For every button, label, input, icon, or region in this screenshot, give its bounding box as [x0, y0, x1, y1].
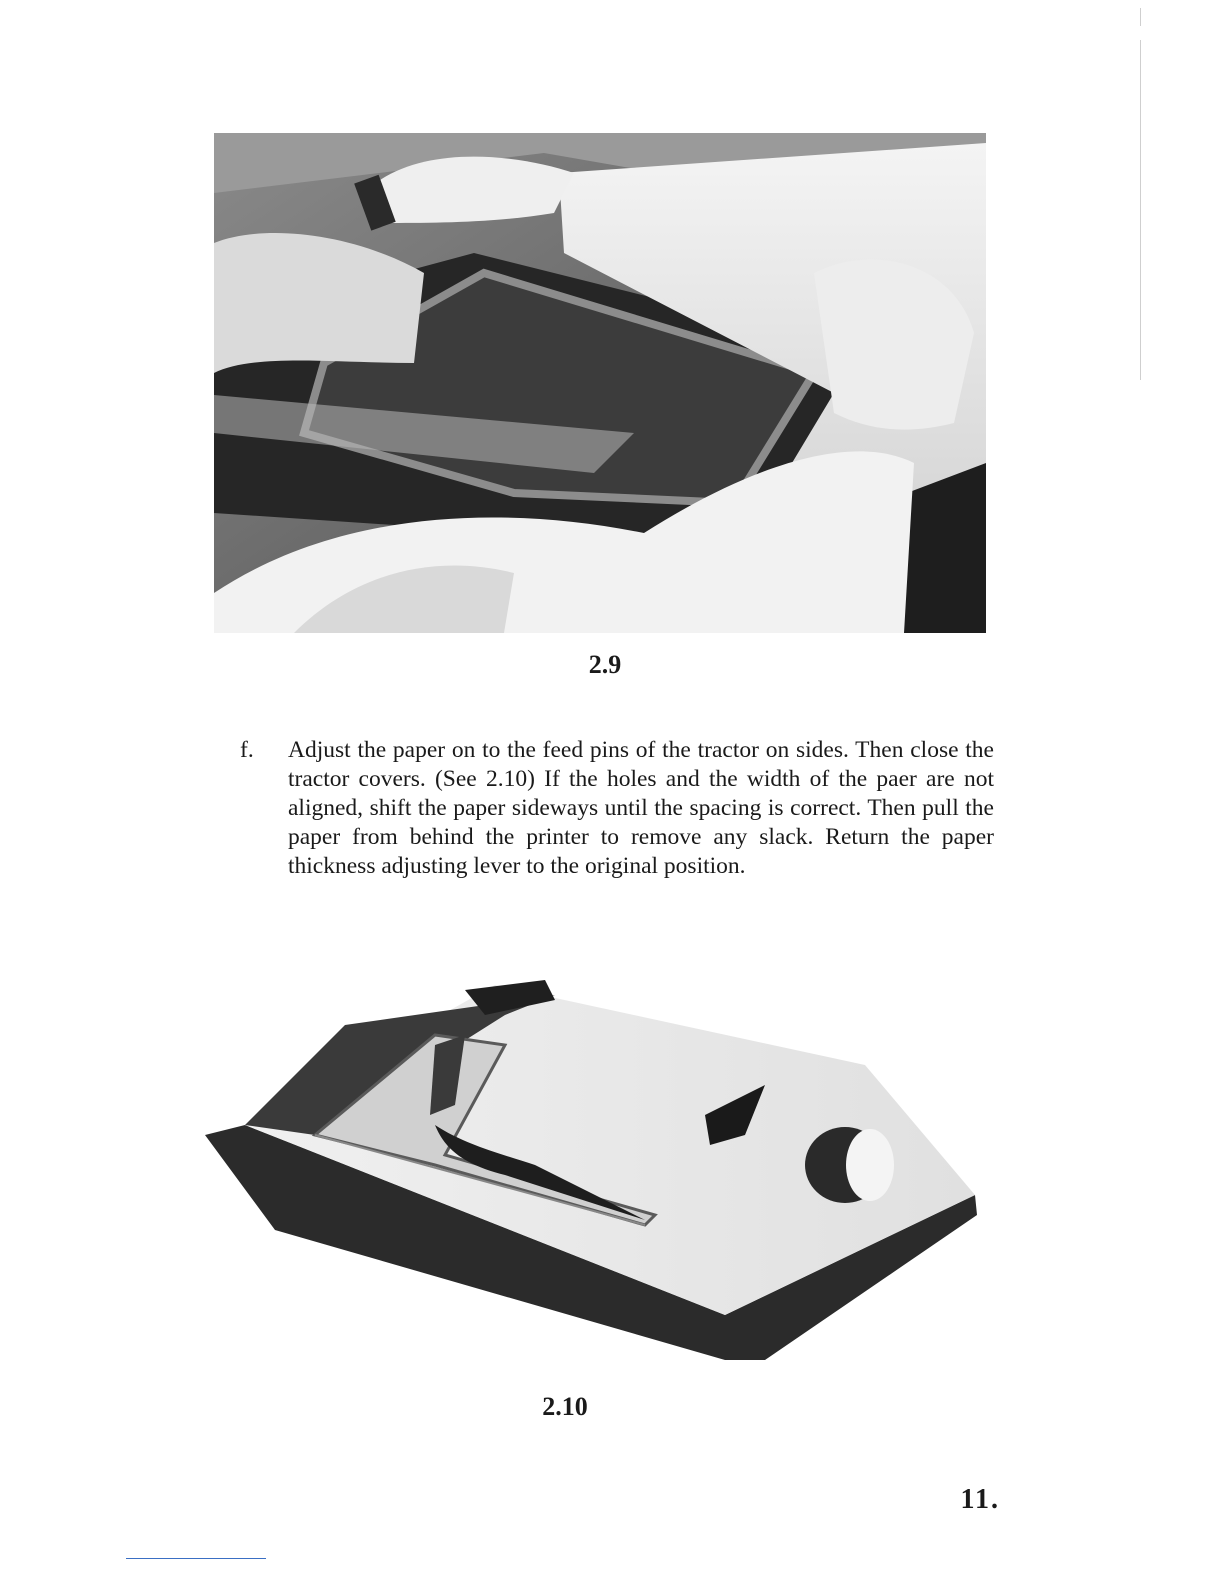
step-marker: f.: [240, 737, 254, 763]
figure-2-9-caption: 2.9: [588, 650, 622, 679]
figure-2-10-photo: [205, 975, 985, 1365]
step-text: Adjust the paper on to the feed pins of the tractor on sides. Then close the tractor covers. (See 2.10) If the holes and the width of the paer are not aligned, shift the paper sideways until the spacing is correct. Then pull the paper from behind the printer to remove any slack. Return the paper thickness adjusting lever to the original position.: [288, 737, 994, 879]
figure-2-9-photo: [214, 133, 986, 633]
scan-edge-line-lower: [1140, 40, 1141, 380]
scan-edge-line-upper: [1140, 8, 1141, 26]
figure-2-9-illustration: [214, 133, 986, 633]
figure-2-10-illustration: [205, 975, 985, 1365]
figure-2-10-caption: 2.10: [542, 1392, 588, 1421]
footnote-rule: [126, 1558, 266, 1559]
page-number: 11.: [960, 1484, 1000, 1515]
